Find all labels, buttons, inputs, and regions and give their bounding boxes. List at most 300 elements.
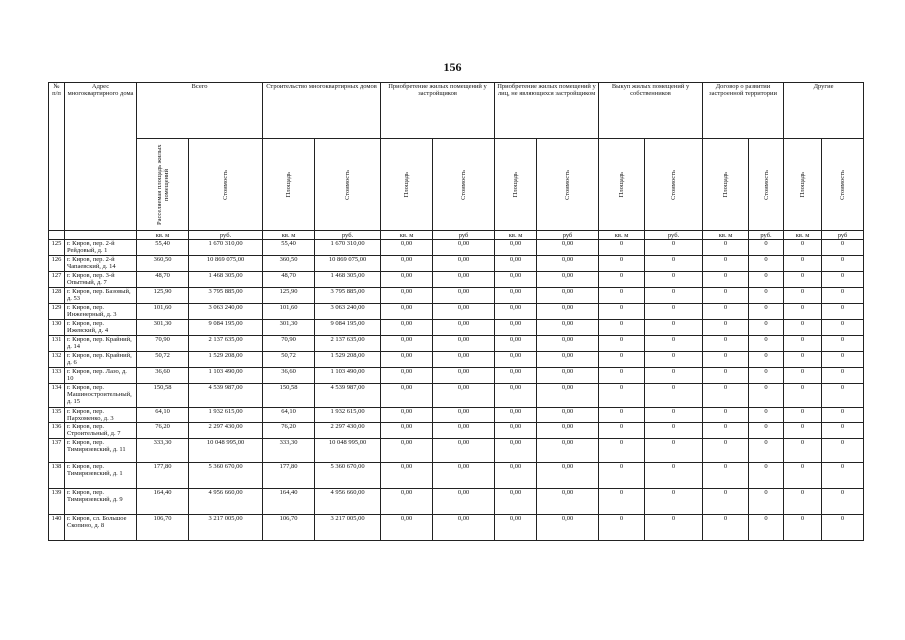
table-body <box>49 240 864 541</box>
header-purchase-dev: Приобретение жилых помещений у застройщиков <box>381 83 495 139</box>
row-number: 127 <box>49 272 65 288</box>
row-value: 0,00 <box>537 304 599 320</box>
row-value: 0,00 <box>495 240 537 256</box>
row-value: 0,00 <box>381 439 433 463</box>
row-value: 0 <box>703 336 749 352</box>
table-row <box>49 240 864 256</box>
resettlement-table <box>48 82 864 541</box>
row-value: 0,00 <box>495 423 537 439</box>
row-value: 125,90 <box>137 288 189 304</box>
row-number: 131 <box>49 336 65 352</box>
header-other: Другие <box>784 83 864 139</box>
row-value: 0 <box>784 288 822 304</box>
row-value: 1 932 615,00 <box>315 408 381 423</box>
subheader-cost: Стоимость <box>460 169 468 200</box>
unit-cell: кв. м <box>495 231 537 240</box>
row-value: 0 <box>645 408 703 423</box>
row-address: г. Киров, пер. 3-й Опытный, д. 7 <box>65 272 137 288</box>
row-value: 164,40 <box>263 489 315 515</box>
row-value: 0 <box>749 272 784 288</box>
row-value: 0 <box>822 336 864 352</box>
row-value: 0 <box>599 304 645 320</box>
subheader-total-area: Расселяемая площадь жилых помещений <box>155 144 170 225</box>
row-number: 129 <box>49 304 65 320</box>
row-value: 0 <box>749 489 784 515</box>
row-value: 0,00 <box>381 352 433 368</box>
row-value: 0 <box>822 489 864 515</box>
row-value: 0,00 <box>433 256 495 272</box>
table-row <box>49 288 864 304</box>
row-value: 0 <box>703 515 749 541</box>
row-value: 2 297 430,00 <box>315 423 381 439</box>
row-value: 76,20 <box>263 423 315 439</box>
subheader-area: Площадь <box>618 171 626 198</box>
row-value: 2 137 635,00 <box>315 336 381 352</box>
row-value: 0 <box>645 384 703 408</box>
row-value: 0,00 <box>381 423 433 439</box>
row-value: 0 <box>749 352 784 368</box>
row-value: 0,00 <box>381 320 433 336</box>
row-value: 0 <box>645 368 703 384</box>
row-value: 1 670 310,00 <box>189 240 263 256</box>
row-value: 0 <box>599 384 645 408</box>
row-value: 150,58 <box>263 384 315 408</box>
subheader-area: Площадь <box>799 171 807 198</box>
row-value: 0,00 <box>537 423 599 439</box>
row-value: 106,70 <box>263 515 315 541</box>
row-value: 0 <box>822 463 864 489</box>
row-value: 0,00 <box>495 489 537 515</box>
row-number: 128 <box>49 288 65 304</box>
row-value: 0 <box>599 256 645 272</box>
row-value: 3 217 005,00 <box>189 515 263 541</box>
row-value: 0,00 <box>537 240 599 256</box>
row-value: 0,00 <box>537 408 599 423</box>
row-value: 333,30 <box>263 439 315 463</box>
row-value: 10 048 995,00 <box>189 439 263 463</box>
row-value: 4 539 987,00 <box>315 384 381 408</box>
row-value: 0 <box>599 336 645 352</box>
row-value: 0 <box>645 463 703 489</box>
table-row <box>49 515 864 541</box>
row-value: 0 <box>822 384 864 408</box>
row-value: 0 <box>749 336 784 352</box>
row-value: 0,00 <box>495 408 537 423</box>
row-number: 140 <box>49 515 65 541</box>
row-value: 48,70 <box>263 272 315 288</box>
row-value: 0 <box>822 423 864 439</box>
header-address: Адрес многоквартирного дома <box>65 83 137 231</box>
row-value: 0,00 <box>381 240 433 256</box>
row-value: 9 084 195,00 <box>189 320 263 336</box>
row-value: 177,80 <box>137 463 189 489</box>
row-value: 0,00 <box>495 368 537 384</box>
row-value: 0,00 <box>381 336 433 352</box>
unit-cell: руб <box>822 231 864 240</box>
row-value: 48,70 <box>137 272 189 288</box>
row-number: 130 <box>49 320 65 336</box>
row-value: 0 <box>784 352 822 368</box>
row-value: 0,00 <box>433 352 495 368</box>
row-value: 0 <box>822 320 864 336</box>
row-value: 0,00 <box>433 384 495 408</box>
row-value: 0,00 <box>495 256 537 272</box>
row-address: г. Киров, пер. Базовый, д. 53 <box>65 288 137 304</box>
unit-cell: кв. м <box>381 231 433 240</box>
row-value: 0 <box>703 288 749 304</box>
row-value: 0 <box>749 304 784 320</box>
row-value: 0 <box>749 240 784 256</box>
row-value: 301,30 <box>137 320 189 336</box>
header-contract: Договор о развитии застроенной территории <box>703 83 784 139</box>
row-value: 0 <box>645 256 703 272</box>
row-value: 0 <box>645 489 703 515</box>
unit-cell: руб. <box>315 231 381 240</box>
row-value: 0 <box>749 439 784 463</box>
row-value: 0 <box>784 489 822 515</box>
table-row <box>49 439 864 463</box>
row-value: 0 <box>784 368 822 384</box>
row-value: 0 <box>822 368 864 384</box>
row-value: 0 <box>749 256 784 272</box>
table-row <box>49 256 864 272</box>
row-number: 133 <box>49 368 65 384</box>
row-value: 0 <box>784 336 822 352</box>
row-address: г. Киров, пер. Тимирязевский, д. 9 <box>65 489 137 515</box>
row-value: 3 795 885,00 <box>315 288 381 304</box>
row-value: 101,60 <box>263 304 315 320</box>
row-value: 333,30 <box>137 439 189 463</box>
row-number: 139 <box>49 489 65 515</box>
row-value: 0,00 <box>537 368 599 384</box>
row-value: 1 103 490,00 <box>315 368 381 384</box>
row-value: 0,00 <box>433 439 495 463</box>
row-value: 0 <box>645 240 703 256</box>
row-value: 0 <box>784 463 822 489</box>
row-value: 0,00 <box>495 336 537 352</box>
row-value: 150,58 <box>137 384 189 408</box>
row-value: 0 <box>784 256 822 272</box>
subheader-area: Площадь <box>512 171 520 198</box>
row-address: г. Киров, пер. Машиностроительный, д. 15 <box>65 384 137 408</box>
row-address: г. Киров, пер. Инженерный, д. 3 <box>65 304 137 320</box>
row-number: 126 <box>49 256 65 272</box>
unit-cell: руб. <box>645 231 703 240</box>
row-value: 4 539 987,00 <box>189 384 263 408</box>
row-value: 0 <box>599 368 645 384</box>
unit-cell: руб. <box>189 231 263 240</box>
row-address: г. Киров, пер. Ижевский, д. 4 <box>65 320 137 336</box>
row-value: 0,00 <box>537 272 599 288</box>
row-value: 0,00 <box>381 368 433 384</box>
row-value: 360,50 <box>263 256 315 272</box>
page-number: 156 <box>443 60 462 74</box>
row-value: 0 <box>749 515 784 541</box>
row-value: 0,00 <box>495 352 537 368</box>
row-value: 0,00 <box>433 336 495 352</box>
row-address: г. Киров, пер. 2-й Чапаевский, д. 14 <box>65 256 137 272</box>
row-value: 0,00 <box>537 439 599 463</box>
row-value: 0,00 <box>495 320 537 336</box>
row-value: 10 869 075,00 <box>189 256 263 272</box>
row-value: 0 <box>703 423 749 439</box>
row-value: 0,00 <box>433 515 495 541</box>
row-value: 0 <box>703 463 749 489</box>
subheader-cost: Стоимость <box>762 169 770 200</box>
row-value: 164,40 <box>137 489 189 515</box>
table-row <box>49 463 864 489</box>
row-value: 10 869 075,00 <box>315 256 381 272</box>
row-value: 0 <box>645 288 703 304</box>
row-value: 36,60 <box>263 368 315 384</box>
row-value: 0 <box>599 240 645 256</box>
subheader-cost: Стоимость <box>344 169 352 200</box>
row-value: 0,00 <box>537 256 599 272</box>
header-buyout: Выкуп жилых помещений у собственников <box>599 83 703 139</box>
subheader-cost: Стоимость <box>670 169 678 200</box>
table-row <box>49 408 864 423</box>
unit-cell: руб <box>537 231 599 240</box>
row-value: 0,00 <box>381 408 433 423</box>
row-value: 3 217 005,00 <box>315 515 381 541</box>
table-row <box>49 423 864 439</box>
table-row <box>49 336 864 352</box>
row-value: 0 <box>599 408 645 423</box>
row-value: 1 670 310,00 <box>315 240 381 256</box>
unit-cell: кв. м <box>263 231 315 240</box>
row-number: 125 <box>49 240 65 256</box>
row-address: г. Киров, пер. Строительный, д. 7 <box>65 423 137 439</box>
row-value: 0 <box>703 352 749 368</box>
table-row <box>49 352 864 368</box>
row-value: 106,70 <box>137 515 189 541</box>
row-value: 0 <box>784 272 822 288</box>
row-value: 0 <box>749 320 784 336</box>
row-value: 0,00 <box>381 463 433 489</box>
row-value: 4 956 660,00 <box>189 489 263 515</box>
subheader-cost: Стоимость <box>839 169 847 200</box>
row-value: 0 <box>822 256 864 272</box>
row-value: 0 <box>749 463 784 489</box>
row-value: 0 <box>645 336 703 352</box>
row-value: 0 <box>784 423 822 439</box>
row-value: 0 <box>599 463 645 489</box>
row-value: 64,10 <box>137 408 189 423</box>
row-value: 177,80 <box>263 463 315 489</box>
row-value: 0,00 <box>433 423 495 439</box>
row-value: 1 468 305,00 <box>315 272 381 288</box>
row-value: 0 <box>784 408 822 423</box>
subheader-cost: Стоимость <box>564 169 572 200</box>
row-value: 0,00 <box>537 463 599 489</box>
unit-cell: кв. м <box>703 231 749 240</box>
subheader-area: Площадь <box>285 171 293 198</box>
row-value: 0 <box>822 408 864 423</box>
row-value: 3 063 240,00 <box>189 304 263 320</box>
row-value: 0,00 <box>433 304 495 320</box>
row-value: 0,00 <box>433 408 495 423</box>
row-value: 50,72 <box>263 352 315 368</box>
row-value: 0 <box>749 384 784 408</box>
row-value: 0,00 <box>433 320 495 336</box>
units-row <box>49 231 864 240</box>
row-value: 0 <box>822 352 864 368</box>
row-value: 1 103 490,00 <box>189 368 263 384</box>
unit-cell: кв. м <box>599 231 645 240</box>
row-number: 132 <box>49 352 65 368</box>
row-value: 3 795 885,00 <box>189 288 263 304</box>
row-value: 0,00 <box>381 489 433 515</box>
row-value: 0 <box>703 304 749 320</box>
row-value: 36,60 <box>137 368 189 384</box>
row-value: 0 <box>645 352 703 368</box>
row-value: 1 468 305,00 <box>189 272 263 288</box>
unit-cell: кв. м <box>137 231 189 240</box>
row-value: 0 <box>599 423 645 439</box>
row-value: 0 <box>599 489 645 515</box>
row-value: 0 <box>822 240 864 256</box>
row-number: 135 <box>49 408 65 423</box>
row-value: 1 932 615,00 <box>189 408 263 423</box>
row-value: 0,00 <box>433 368 495 384</box>
row-value: 301,30 <box>263 320 315 336</box>
row-value: 0,00 <box>381 288 433 304</box>
row-value: 0 <box>599 439 645 463</box>
row-value: 0,00 <box>495 463 537 489</box>
row-value: 0,00 <box>537 384 599 408</box>
row-value: 0 <box>822 515 864 541</box>
row-value: 0,00 <box>381 256 433 272</box>
row-value: 0 <box>645 304 703 320</box>
row-value: 0 <box>749 408 784 423</box>
unit-cell: кв. м <box>784 231 822 240</box>
row-value: 55,40 <box>137 240 189 256</box>
row-value: 0,00 <box>495 304 537 320</box>
row-value: 0,00 <box>433 463 495 489</box>
row-value: 0,00 <box>381 272 433 288</box>
row-number: 136 <box>49 423 65 439</box>
row-number: 134 <box>49 384 65 408</box>
row-value: 0 <box>599 352 645 368</box>
table-row <box>49 368 864 384</box>
row-value: 70,90 <box>263 336 315 352</box>
row-value: 0 <box>749 288 784 304</box>
row-value: 0,00 <box>433 272 495 288</box>
row-value: 5 360 670,00 <box>189 463 263 489</box>
subheader-area: Площадь <box>722 171 730 198</box>
row-value: 0 <box>822 272 864 288</box>
table-row <box>49 384 864 408</box>
row-address: г. Киров, пер. Тимирязевский, д. 11 <box>65 439 137 463</box>
unit-cell: руб <box>433 231 495 240</box>
row-value: 0 <box>645 439 703 463</box>
row-value: 0 <box>822 439 864 463</box>
row-value: 5 360 670,00 <box>315 463 381 489</box>
row-value: 0,00 <box>433 240 495 256</box>
row-value: 0 <box>784 384 822 408</box>
row-value: 1 529 208,00 <box>315 352 381 368</box>
row-address: г. Киров, пер. Лазо, д. 10 <box>65 368 137 384</box>
row-number: 137 <box>49 439 65 463</box>
subheader-cost: Стоимость <box>222 169 229 200</box>
row-value: 0,00 <box>537 515 599 541</box>
row-value: 0 <box>703 384 749 408</box>
row-value: 0,00 <box>537 288 599 304</box>
row-address: г. Киров, пер. 2-й Рейдовый, д. 1 <box>65 240 137 256</box>
row-value: 0 <box>822 288 864 304</box>
row-value: 0 <box>703 272 749 288</box>
row-value: 1 529 208,00 <box>189 352 263 368</box>
row-value: 0,00 <box>537 352 599 368</box>
table-row <box>49 272 864 288</box>
unit-cell: руб. <box>749 231 784 240</box>
row-address: г. Киров, пер. Крайний, д. 6 <box>65 352 137 368</box>
row-address: г. Киров, сл. Большое Скопино, д. 8 <box>65 515 137 541</box>
row-value: 50,72 <box>137 352 189 368</box>
row-value: 0,00 <box>495 384 537 408</box>
table-row <box>49 304 864 320</box>
row-address: г. Киров, пер. Пархоменко, д. 3 <box>65 408 137 423</box>
row-value: 0,00 <box>381 515 433 541</box>
row-value: 0 <box>703 320 749 336</box>
row-value: 0,00 <box>495 439 537 463</box>
row-value: 101,60 <box>137 304 189 320</box>
row-value: 0 <box>749 423 784 439</box>
row-value: 0,00 <box>433 489 495 515</box>
row-value: 0 <box>784 515 822 541</box>
row-value: 125,90 <box>263 288 315 304</box>
row-value: 0 <box>784 320 822 336</box>
table-row <box>49 320 864 336</box>
row-value: 9 084 195,00 <box>315 320 381 336</box>
table-row <box>49 489 864 515</box>
row-value: 0 <box>599 288 645 304</box>
header-purchase-other: Приобретение жилых помещений у лиц, не являющихся застройщиком <box>495 83 599 139</box>
row-value: 0,00 <box>381 304 433 320</box>
header-construction: Строительство многоквартирных домов <box>263 83 381 139</box>
row-value: 0 <box>703 408 749 423</box>
row-value: 3 063 240,00 <box>315 304 381 320</box>
row-value: 0 <box>749 368 784 384</box>
row-value: 0 <box>703 368 749 384</box>
row-value: 55,40 <box>263 240 315 256</box>
row-value: 70,90 <box>137 336 189 352</box>
row-value: 76,20 <box>137 423 189 439</box>
row-value: 0 <box>784 304 822 320</box>
row-value: 0 <box>703 240 749 256</box>
row-address: г. Киров, пер. Тимирязевский, д. 1 <box>65 463 137 489</box>
row-value: 2 297 430,00 <box>189 423 263 439</box>
row-value: 0 <box>645 272 703 288</box>
row-number: 138 <box>49 463 65 489</box>
row-value: 360,50 <box>137 256 189 272</box>
row-value: 0 <box>822 304 864 320</box>
subheader-area: Площадь <box>403 171 411 198</box>
header-total: Всего <box>137 83 263 139</box>
row-value: 0,00 <box>495 288 537 304</box>
header-num: № п/п <box>49 83 65 231</box>
row-value: 0,00 <box>537 320 599 336</box>
row-value: 0,00 <box>495 272 537 288</box>
row-value: 0,00 <box>381 384 433 408</box>
row-value: 0,00 <box>433 288 495 304</box>
row-address: г. Киров, пер. Крайний, д. 14 <box>65 336 137 352</box>
row-value: 0,00 <box>537 489 599 515</box>
row-value: 0 <box>645 423 703 439</box>
row-value: 0 <box>645 320 703 336</box>
row-value: 0 <box>599 515 645 541</box>
row-value: 4 956 660,00 <box>315 489 381 515</box>
